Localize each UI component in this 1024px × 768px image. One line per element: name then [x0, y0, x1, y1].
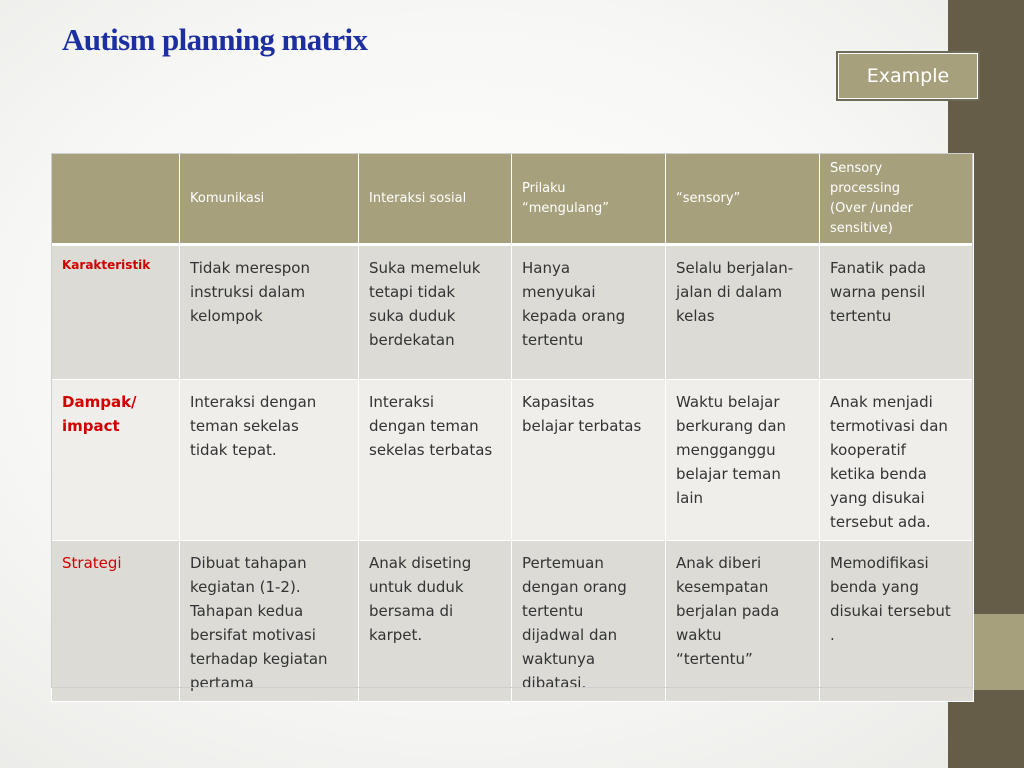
table-row-strategi [52, 541, 974, 702]
table-row-karakteristik [52, 245, 974, 380]
header-sensory-processing: Sensory processing (Over /under sensitive) [820, 154, 974, 245]
table-cell: Suka memeluk tetapi tidak suka duduk berdekatan [359, 245, 512, 380]
header-prilaku-mengulang: Prilaku “mengulang” [512, 154, 666, 245]
table-cell: Dibuat tahapan kegiatan (1-2). Tahapan kedua bersifat motivasi terhadap kegiatan pertama [180, 541, 359, 702]
table-cell: Kapasitas belajar terbatas [512, 380, 666, 541]
row-label-strategi: Strategi [52, 541, 180, 702]
header-sensory: “sensory” [666, 154, 820, 245]
table-header-row [52, 154, 974, 245]
table-row-dampak [52, 380, 974, 541]
header-komunikasi: Komunikasi [180, 154, 359, 245]
table-cell: Interaksi dengan teman sekelas tidak tepat. [180, 380, 359, 541]
header-cell-empty [52, 154, 180, 245]
row-label-dampak-impact: Dampak/ impact [52, 380, 180, 541]
table-cell: Waktu belajar berkurang dan mengganggu belajar teman lain [666, 380, 820, 541]
table-cell: Memodifikasi benda yang disukai tersebut . [820, 541, 974, 702]
table-cell: Fanatik pada warna pensil tertentu [820, 245, 974, 380]
table-cell: Anak menjadi termotivasi dan kooperatif ketika benda yang disukai tersebut ada. [820, 380, 974, 541]
planning-matrix-table [51, 153, 974, 702]
table-cell: Tidak merespon instruksi dalam kelompok [180, 245, 359, 380]
header-interaksi-sosial: Interaksi sosial [359, 154, 512, 245]
table-cell: Pertemuan dengan orang tertentu dijadwal dan waktunya dibatasi. [512, 541, 666, 702]
table-cell: Anak diseting untuk duduk bersama di karpet. [359, 541, 512, 702]
table-cell: Hanya menyukai kepada orang tertentu [512, 245, 666, 380]
slide-title: Autism planning matrix [62, 22, 368, 57]
row-label-karakteristik: Karakteristik [52, 245, 180, 380]
table-cell: Selalu berjalan- jalan di dalam kelas [666, 245, 820, 380]
example-button[interactable]: Example [836, 51, 980, 101]
table-cell: Anak diberi kesempatan berjalan pada waktu “tertentu” [666, 541, 820, 702]
table-cell: Interaksi dengan teman sekelas terbatas [359, 380, 512, 541]
